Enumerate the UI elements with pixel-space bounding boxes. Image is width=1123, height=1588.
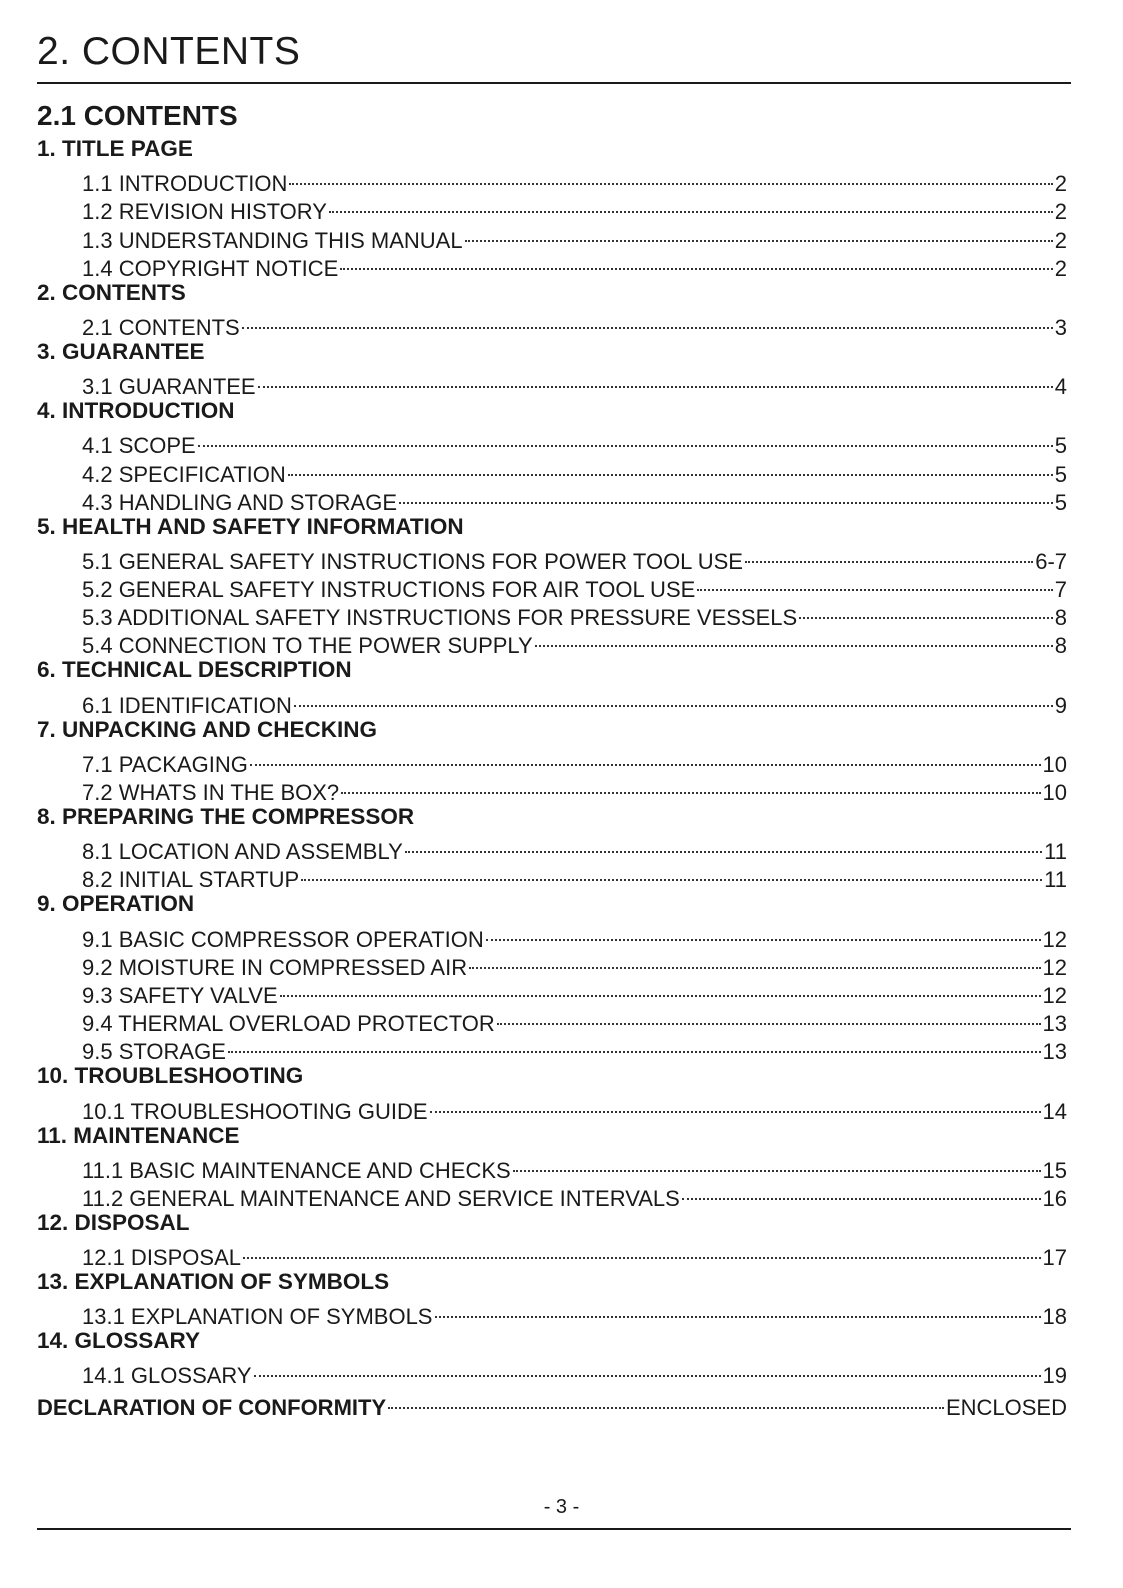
toc-chapter-heading: 6. TECHNICAL DESCRIPTION [37,657,352,683]
toc-entry-page-number: 15 [1042,1157,1067,1183]
toc-chapter-heading: 9. OPERATION [37,891,195,917]
toc-entry [37,1237,1067,1271]
toc-entry [37,744,1067,777]
toc-entry-page-number: 3 [1054,314,1067,340]
toc-entry-label: 13.1 EXPLANATION OF SYMBOLS [82,1304,433,1330]
dot-leader [340,248,1052,276]
toc-chapter-heading: 14. GLOSSARY [37,1328,200,1354]
toc-entry [37,918,1067,952]
toc-entry-page-number: 5 [1054,489,1067,515]
dot-leader [228,1031,1041,1059]
toc-entry-label: 9.2 MOISTURE IN COMPRESSED AIR [82,954,468,980]
toc-entry-label: 5.4 CONNECTION TO THE POWER SUPPLY [82,633,533,659]
toc-entry-page-number: 10 [1042,780,1067,805]
toc-entry-label: 3.1 GUARANTEE [82,374,256,400]
toc-entry-label: 5.1 GENERAL SAFETY INSTRUCTIONS FOR POWER TOOL USE [82,548,743,574]
toc-entry-label: 8.1 LOCATION AND ASSEMBLY [82,839,403,865]
toc-entry-label: 4.1 SCOPE [82,433,196,459]
toc-declaration-entry [37,1386,1067,1420]
toc-entry-label: 10.1 TROUBLESHOOTING GUIDE [82,1098,428,1124]
footer-page-number: - 3 - [543,1496,580,1518]
toc-entry-label: 12.1 DISPOSAL [82,1245,241,1271]
toc-entry [37,366,1067,400]
toc-entry [37,684,1067,718]
toc-entry-page-number: 16 [1042,1185,1067,1211]
dot-leader [469,947,1040,975]
toc-entry-label: 4.3 HANDLING AND STORAGE [82,489,398,515]
dot-leader [254,1355,1041,1383]
dot-leader [745,541,1033,569]
toc-entry [37,425,1067,459]
dot-leader [243,1237,1041,1265]
toc-chapter-heading: 13. EXPLANATION OF SYMBOLS [37,1269,390,1295]
toc-entry [37,831,1067,865]
dot-leader [430,1090,1041,1118]
toc-entry-page-number: 5 [1054,461,1067,487]
toc-entry-label: 6.1 IDENTIFICATION [82,692,292,718]
toc-entry [37,163,1067,197]
toc-entry-page-number: 14 [1042,1098,1067,1124]
toc-entry-label: 11.2 GENERAL MAINTENANCE AND SERVICE INTERVALS [82,1185,680,1211]
toc-entry [37,1296,1067,1330]
toc-entry-page-number: 17 [1042,1245,1067,1271]
toc-chapter-heading: 5. HEALTH AND SAFETY INFORMATION [37,513,464,539]
toc-entry [37,541,1067,574]
toc-chapter-heading: 4. INTRODUCTION [37,398,235,424]
toc-chapter-heading: 3. GUARANTEE [37,338,205,364]
toc-entry-label: 1.1 INTRODUCTION [82,171,288,197]
toc-entry-label: 9.3 SAFETY VALVE [82,982,278,1008]
toc-entry-page-number: 2 [1054,171,1067,197]
toc-chapter-heading: 1. TITLE PAGE [37,136,193,161]
dot-leader [799,597,1053,625]
toc-entry-label: 1.3 UNDERSTANDING THIS MANUAL [82,227,463,253]
dot-leader [399,482,1053,510]
dot-leader [435,1296,1041,1324]
toc-entry-page-number: 4 [1054,374,1067,400]
dot-leader [682,1178,1041,1206]
toc-entry-label: 1.2 REVISION HISTORY [82,199,327,225]
toc-entry-label: 2.1 CONTENTS [82,314,240,340]
dot-leader [405,831,1042,859]
toc-entry-label: 8.2 INITIAL STARTUP [82,867,300,893]
dot-leader [294,684,1053,712]
toc-entry-page-number: 11 [1044,839,1067,865]
toc-chapter-heading: 11. MAINTENANCE [37,1122,240,1148]
toc-entry-page-number: 12 [1042,982,1067,1008]
toc-entry-label: 14.1 GLOSSARY [82,1363,252,1389]
dot-leader [465,219,1053,247]
dot-leader [388,1386,944,1414]
declaration-page-reference: ENCLOSED [945,1394,1067,1420]
toc-entry-label: 7.2 WHATS IN THE BOX? [82,780,340,805]
page-title: 2. CONTENTS [37,30,301,73]
dot-leader [289,163,1052,191]
dot-leader [329,191,1053,219]
dot-leader [535,625,1053,653]
toc-entry-label: 5.3 ADDITIONAL SAFETY INSTRUCTIONS FOR PRESSURE VESSELS [82,605,798,631]
dot-leader [250,744,1041,772]
dot-leader [258,366,1053,394]
toc-entry-page-number: 2 [1054,199,1067,225]
dot-leader [697,569,1052,597]
toc-entry-page-number: 7 [1054,577,1067,603]
toc-entry-label: 9.4 THERMAL OVERLOAD PROTECTOR [82,1011,495,1037]
dot-leader [486,918,1041,946]
toc-entry-label: 4.2 SPECIFICATION [82,461,286,487]
dot-leader [301,859,1042,887]
toc-entry-page-number: 10 [1042,751,1067,777]
dot-leader [242,307,1053,335]
toc-entry-label: 11.1 BASIC MAINTENANCE AND CHECKS [82,1157,511,1183]
toc-entry-label: 9.5 STORAGE [82,1039,226,1065]
toc-entry-page-number: 5 [1054,433,1067,459]
toc-entry-page-number: 12 [1042,926,1067,952]
toc-entry-page-number: 11 [1044,867,1067,893]
declaration-label: DECLARATION OF CONFORMITY [37,1394,387,1420]
toc-entry-label: 7.1 PACKAGING [82,751,248,777]
toc-entry-page-number: 9 [1054,692,1067,718]
toc-entry-page-number: 12 [1042,954,1067,980]
top-divider [37,82,1071,84]
toc-entry [37,1355,1067,1389]
table-of-contents [37,135,1067,1420]
toc-chapter-heading: 10. TROUBLESHOOTING [37,1063,304,1089]
toc-entry-page-number: 2 [1054,227,1067,253]
dot-leader [280,975,1041,1003]
toc-entry-page-number: 18 [1042,1304,1067,1330]
toc-chapter-heading: 12. DISPOSAL [37,1209,190,1235]
toc-entry-page-number: 13 [1042,1011,1067,1037]
section-subtitle: 2.1 CONTENTS [37,100,238,131]
toc-entry-page-number: 8 [1054,633,1067,659]
toc-entry [37,307,1067,340]
dot-leader [288,453,1053,481]
dot-leader [513,1150,1041,1178]
dot-leader [497,1003,1041,1031]
toc-entry-page-number: 6-7 [1035,548,1067,574]
toc-entry-page-number: 19 [1042,1363,1067,1389]
toc-entry [37,1090,1067,1124]
toc-entry-page-number: 8 [1054,605,1067,631]
dot-leader [198,425,1053,453]
toc-entry [37,1150,1067,1183]
toc-entry-label: 1.4 COPYRIGHT NOTICE [82,255,339,281]
toc-entry-label: 9.1 BASIC COMPRESSOR OPERATION [82,926,484,952]
toc-entry-label: 5.2 GENERAL SAFETY INSTRUCTIONS FOR AIR TOOL USE [82,577,696,603]
toc-entry-page-number: 13 [1042,1039,1067,1065]
toc-entry-page-number: 2 [1054,255,1067,281]
toc-chapter-heading: 8. PREPARING THE COMPRESSOR [37,804,415,829]
dot-leader [341,772,1040,800]
toc-chapter-heading: 7. UNPACKING AND CHECKING [37,716,378,742]
toc-chapter-heading: 2. CONTENTS [37,279,186,305]
bottom-divider [37,1528,1071,1530]
